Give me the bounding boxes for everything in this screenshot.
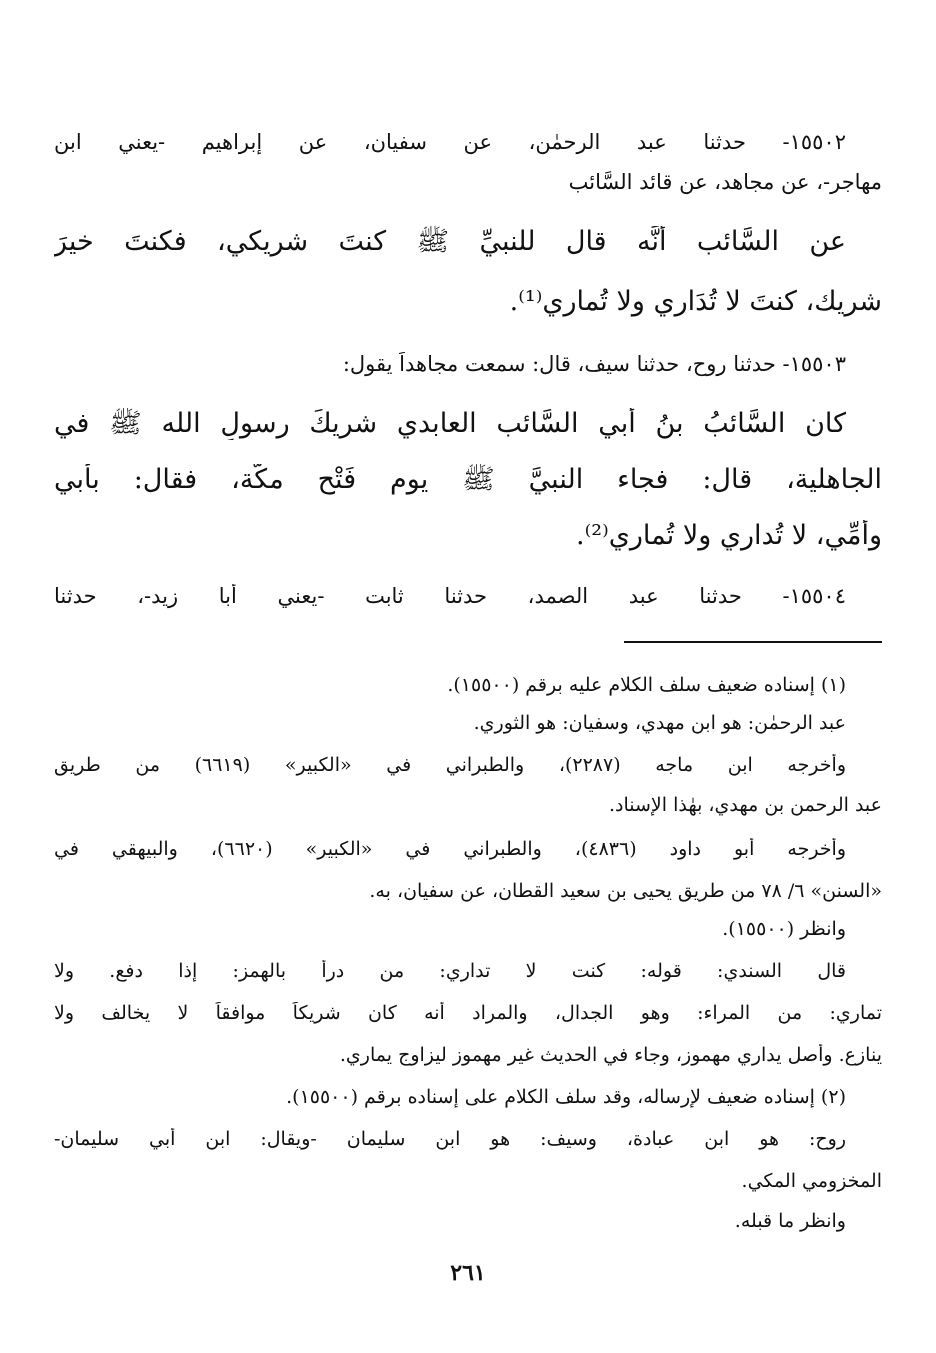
hadith-15503-matn-line-2: الجاهلية، قال: فجاء النبيَّ ﷺ يوم فَتْحِ مكَّة، فقال: بأبي [54, 464, 882, 495]
footnote-2-line-3: المخزومي المكي. [741, 1170, 882, 1192]
footnote-1-line-5: وأخرجه أبو داود (٤٨٣٦)، والطبراني في «الكبير» (٦٦٢٠)، والبيهقي في [54, 838, 846, 860]
footnote-1-line-4: عبد الرحمن بن مهدي، بهٰذا الإسناد. [608, 794, 882, 816]
footnote-1-line-6: «السنن» ٦/ ٧٨ من طريق يحيى بن سعيد القطان، عن سفيان، به. [369, 880, 882, 902]
footnote-1-line-3: وأخرجه ابن ماجه (٢٢٨٧)، والطبراني في «الكبير» (٦٦١٩) من طريق [54, 754, 846, 776]
footnote-separator [624, 641, 882, 643]
footnote-1-line-1: (١) إسناده ضعيف سلف الكلام عليه برقم (١٥٥٠٠). [447, 674, 846, 696]
hadith-15503-isnad-line-1: ١٥٥٠٣- حدثنا روح، حدثنا سيف، قال: سمعت مجاهداً يقول: [342, 352, 846, 376]
footnote-1-line-7: وانظر (١٥٥٠٠). [722, 918, 846, 940]
hadith-15502-matn-line-2: شريك، كنتَ لا تُدَاري ولا تُماري⁽¹⁾. [509, 286, 882, 317]
hadith-15504-isnad-line-1: ١٥٥٠٤- حدثنا عبد الصمد، حدثنا ثابت -يعني أبا زيد-، حدثنا [54, 584, 846, 608]
footnote-2-line-4: وانظر ما قبله. [734, 1210, 846, 1232]
footnote-1-line-2: عبد الرحمٰن: هو ابن مهدي، وسفيان: هو الثوري. [473, 712, 846, 734]
hadith-15503-matn-line-3: وأمِّي، لا تُداري ولا تُماري⁽²⁾. [576, 520, 882, 551]
footnote-1-line-10: ينازع. وأصل يداري مهموز، وجاء في الحديث غير مهموز ليزاوج يماري. [339, 1044, 882, 1066]
hadith-15502-matn-line-1: عن السَّائب أنَّه قال للنبيِّ ﷺ كنتَ شريكي، فكنتَ خيرَ [54, 226, 846, 257]
footnote-1-line-8: قال السندي: قوله: كنت لا تداري: من درأ بالهمز: إذا دفع. ولا [54, 960, 846, 982]
hadith-15502-isnad-line-2: مهاجر-، عن مجاهد، عن قائد السَّائب [568, 170, 882, 194]
hadith-15503-matn-line-1: كان السَّائبُ بنُ أبي السَّائب العابدي شريكَ رسولِ الله ﷺ في [54, 408, 846, 439]
hadith-15502-isnad-line-1: ١٥٥٠٢- حدثنا عبد الرحمٰن، عن سفيان، عن إبراهيم -يعني ابن [54, 130, 846, 154]
footnote-1-line-9: تماري: من المراء: وهو الجدال، والمراد أنه كان شريكاً موافقاً لا يخالف ولا [54, 1002, 882, 1024]
footnote-2-line-1: (٢) إسناده ضعيف لإرساله، وقد سلف الكلام على إسناده برقم (١٥٥٠٠). [286, 1086, 846, 1108]
footnote-2-line-2: روح: هو ابن عبادة، وسيف: هو ابن سليمان -ويقال: ابن أبي سليمان- [54, 1128, 846, 1150]
page-number: ٢٦١ [450, 1260, 486, 1286]
